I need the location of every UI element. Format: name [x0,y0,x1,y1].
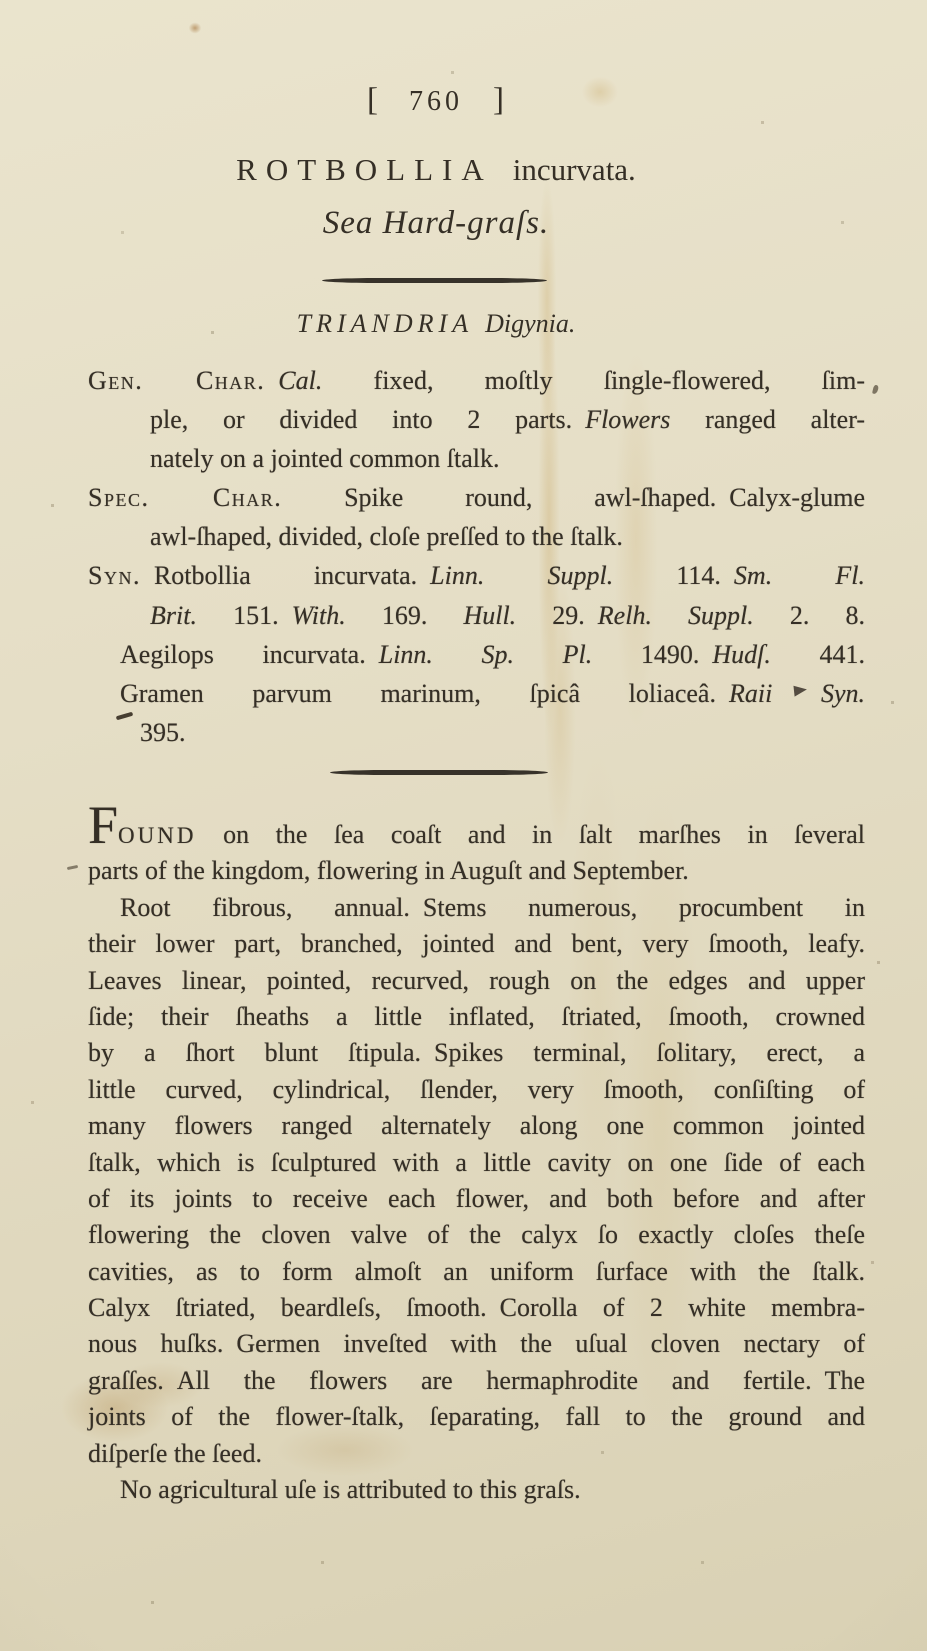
description-text-block [88,795,865,1508]
text-line [88,890,865,926]
text-segment: Relh. Suppl. [597,600,754,630]
text-line [88,853,865,889]
text-segment: Hull. [463,600,517,630]
linnaean-order: Digynia. [485,309,576,338]
text-segment: cavities, as to form almoſt an uniform ſurface with the ſtalk. [88,1256,865,1286]
text-segment: Brit. [150,600,197,630]
folio-close-bracket: ] [493,82,505,118]
text-segment: Gramen parvum marinum, ſpicâ loliaceâ. [120,678,729,708]
text-segment: With. [291,600,346,630]
text-segment: 2. 8. [753,600,865,630]
text-segment: by a ſhort blunt ſtipula. Spikes terminal, ſolitary, erect, a [88,1038,865,1068]
genus-name: ROTBOLLIA [236,152,493,187]
text-line [88,1108,865,1144]
paper-speckles [0,0,1,1]
text-segment: many flowers ranged alternately along one common jointed [88,1111,865,1141]
text-segment [265,366,278,395]
text-line [88,713,865,752]
text-segment: Raii Syn. [728,678,866,708]
folio-open-bracket: [ [367,82,379,118]
text-segment: Leaves linear, pointed, recurved, rough on the edges and upper [88,965,865,995]
text-segment: 441. [770,639,866,669]
text-segment: Rotbollia incurvata. [140,561,431,591]
text-line [88,400,865,439]
text-segment: their lower part, branched, jointed and bent, very ſmooth, leafy. [88,929,865,959]
text-line [88,1436,865,1472]
text-segment: parts of the kingdom, flowering in Auguſt and September. [88,856,689,886]
text-segment: Cal. [278,366,323,395]
text-line [88,926,865,962]
text-line [88,517,865,556]
text-segment: of its joints to receive each flower, and both before and after [88,1183,865,1213]
text-line [88,1181,865,1217]
text-segment: Flowers [585,405,671,435]
text-line [88,1363,865,1399]
text-segment: Gen. Char. [88,366,266,395]
text-segment: Linn. Suppl. [430,561,614,591]
text-line [88,1217,865,1253]
text-line [88,439,865,478]
text-segment: Linn. Sp. Pl. [378,639,593,669]
text-line [88,635,865,674]
text-segment: Sm. Fl. [733,561,865,591]
text-segment: graſſes. All the flowers are hermaphrodite and fertile. The [88,1365,865,1395]
text-line [88,1290,865,1326]
text-line [88,1399,865,1435]
text-segment: ſtalk, which is ſculptured with a little cavity on one ſide of each [88,1147,865,1177]
text-segment: fixed, moſtly ſingle-flowered, ſim- [322,366,865,395]
text-segment: awl-ſhaped, divided, cloſe preſſed to the ſtalk. [150,522,623,552]
text-line [88,1145,865,1181]
text-segment: flowering the cloven valve of the calyx ſo exactly cloſes theſe [88,1220,865,1250]
arrowhead-ink-mark [793,684,807,696]
text-line [88,1254,865,1290]
species-title [0,152,872,188]
folio-number: 760 [409,86,463,117]
text-segment: on the ſea coaſt and in ſalt marſhes in ſeveral [196,820,865,849]
characters-and-synonyms-block [88,361,865,752]
linnaean-class: TRIANDRIA [296,309,474,338]
text-line [88,1035,865,1071]
text-segment: 114. [613,561,734,591]
text-segment: ſide; their ſheaths a little inflated, ſtriated, ſmooth, crowned [88,1001,865,1031]
text-segment: Spec. Char. [88,483,283,513]
text-segment: F [88,795,119,855]
text-segment: ranged alter- [670,405,865,435]
text-segment: nous huſks. Germen inveſted with the uſual cloven nectary of [88,1329,865,1359]
comma-ink-speck [872,385,879,395]
text-line [88,999,865,1035]
text-segment: ple, or divided into 2 parts. [150,405,586,435]
text-segment: diſperſe the ſeed. [88,1438,262,1468]
text-segment: nately on a jointed common ſtalk. [150,444,500,474]
text-line [88,556,865,595]
taxonomy-line [0,309,872,339]
text-line [88,674,865,713]
text-line [88,795,865,855]
text-segment: Syn. [88,561,141,591]
text-segment: OUND [118,823,197,848]
text-segment: No agricultural uſe is attributed to this graſs. [120,1475,581,1505]
text-line [88,1326,865,1362]
text-segment: joints of the flower-ſtalk, ſeparating, fall to the ground and [88,1402,865,1432]
text-segment: 29. [516,600,598,630]
page-number [0,82,872,119]
text-line [88,963,865,999]
text-segment: Aegilops incurvata. [120,639,379,669]
text-segment: 1490. [592,639,713,669]
text-segment: 169. [345,600,464,630]
dash-ink-mark-margin [67,865,78,870]
text-line [88,1072,865,1108]
text-line [88,361,865,400]
text-line [88,478,865,517]
swelled-divider-rule [322,278,547,283]
text-segment: 151. [196,600,292,630]
text-segment: Spike round, awl-ſhaped. Calyx-glume [282,483,865,513]
text-segment: Calyx ſtriated, beardleſs, ſmooth. Corolla of 2 white membra- [88,1293,865,1323]
common-name: Sea Hard-graſs. [322,205,550,241]
species-epithet: incurvata. [512,152,636,187]
text-line [88,1472,865,1508]
text-segment: Hudſ. [712,639,771,669]
text-segment: little curved, cylindrical, ſlender, very ſmooth, conſiſting of [88,1074,865,1104]
text-segment: 395. [140,717,186,747]
text-segment: Root fibrous, annual. Stems numerous, procumbent in [120,892,865,922]
text-line [88,596,865,635]
swelled-divider-rule-2 [330,770,548,775]
